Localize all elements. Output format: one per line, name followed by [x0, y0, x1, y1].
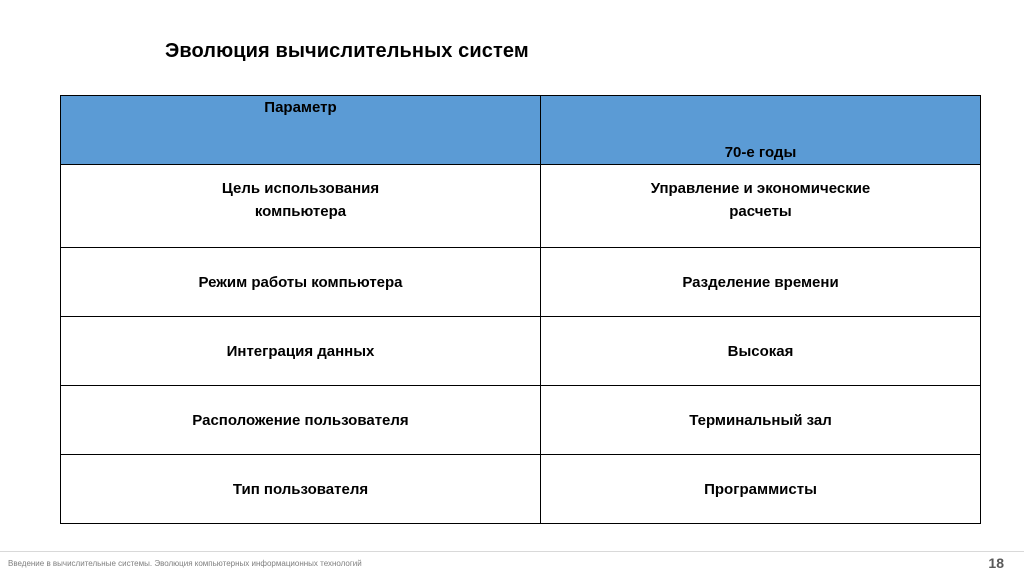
table-row [61, 248, 981, 317]
parameter-text: Цель использования компьютера [221, 180, 380, 220]
table-header-row [61, 96, 981, 165]
page-number: 18 [988, 555, 1004, 571]
table-row [61, 386, 981, 455]
slide-title: Эволюция вычислительных систем [165, 40, 529, 62]
table-row [61, 455, 981, 524]
header-cell-parameter: Параметр [61, 96, 541, 165]
table-row [61, 165, 981, 248]
parameter-cell: Интеграция данных [61, 317, 541, 386]
value-cell: Высокая [541, 317, 981, 386]
table-row [61, 317, 981, 386]
evolution-table [60, 95, 981, 524]
parameter-cell: Расположение пользователя [61, 386, 541, 455]
value-cell: Программисты [541, 455, 981, 524]
parameter-cell [61, 165, 541, 248]
value-cell: Разделение времени [541, 248, 981, 317]
footer-caption: Введение в вычислительные системы. Эволюция компьютерных информационных технологий [8, 559, 362, 568]
parameter-cell: Режим работы компьютера [61, 248, 541, 317]
value-cell [541, 165, 981, 248]
value-text: Управление и экономические расчеты [650, 180, 871, 220]
header-cell-70s: 70-е годы [541, 96, 981, 165]
value-cell: Терминальный зал [541, 386, 981, 455]
footer-divider [0, 551, 1024, 552]
parameter-cell: Тип пользователя [61, 455, 541, 524]
